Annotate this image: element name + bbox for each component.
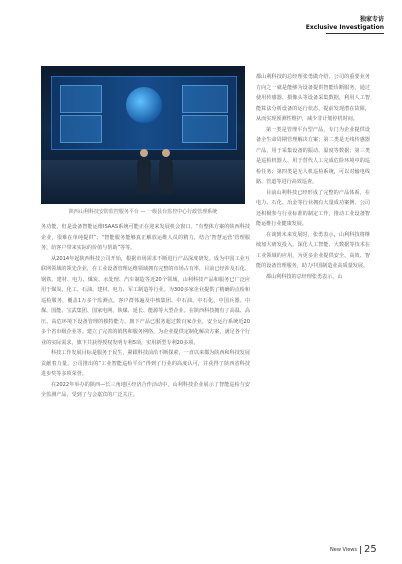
screen-panel bbox=[182, 85, 228, 113]
monitoring-center-photo bbox=[41, 66, 245, 204]
video-wall bbox=[51, 76, 237, 150]
section-header bbox=[306, 16, 384, 34]
page-footer bbox=[330, 544, 377, 555]
paragraph: 在2022年举办的陕西—长三角地区经济合作活动中，山利科技企业展示了智能巡检与安全监测产品，受到了与会嘉宾的广泛关注。 bbox=[41, 381, 250, 398]
right-column bbox=[256, 72, 370, 282]
paragraph: 在谈到未来发展时，张勇表示，山利科技将继续加大研发投入，深化人工智能、大数据等技术在工业领域的应用，为更多企业提供安全、高效、智能的设备管理服务，助力中国制造业高质量发展。 bbox=[256, 231, 370, 269]
section-title-en: Exclusive Investigation bbox=[305, 24, 384, 31]
header-rule bbox=[326, 33, 384, 34]
paragraph: 都山利科技的总经理张勇做介绍，公司的重要业务方向之一就是能够为设备提供智能诊断服务。通过使用传感器、摄像头等设备采集数据，利用人工智能算法分析设备的运行状态，提前发现潜在故障，从而实现预测性维护，减少非计划停机时间。 bbox=[256, 74, 370, 122]
paragraph: 科技工作发展目标是服务于民生，紧跟科技前沿不断探索，一直以来都为陕西和科技发展贡献着力量。公司推出的“工业智能巡检平台”得到了行业的高度认可，并获得了陕西省科技进步奖等多项荣誉。 bbox=[41, 350, 250, 377]
left-column bbox=[41, 222, 250, 401]
paragraph: 目前山利科技已经形成了完整的产品体系，在电力、石化、冶金等行业拥有大量成功案例。公司还积极参与行业标准的制定工作，推动工业设备智能运维行业健康发展。 bbox=[256, 189, 370, 227]
section-title-cn: 独家专访 bbox=[359, 16, 384, 23]
globe-graphic bbox=[126, 87, 162, 123]
page-number: 25 bbox=[363, 544, 377, 555]
paragraph: 务功能，但是设备智能运维ISAAS系统可能正在迎来发展机会窗口。“有整体方案的陕西科技企业，很难在单纯提供”；“智能服务能够真正解放运维人员的精力，结合‘智慧运营’管理服务，给客户带来实际的价值与帮助”等等。 bbox=[41, 224, 250, 251]
paragraph: 第一类是管理平台型产品，专门为企业提供设备全生命周期管理解决方案；第二类是无线传感器产品，用于采集设备的振动、温度等数据；第三类是巡检机器人，用于替代人工完成危险环境中的巡检任务；第四类是无人机巡检系统，可以对输电线路、管道等进行高效巡查。 bbox=[256, 126, 370, 185]
person-figure bbox=[159, 158, 173, 194]
screen-panel bbox=[182, 115, 228, 143]
screen-panel bbox=[60, 85, 102, 113]
paragraph: 从2014年起陕西科技公司开始，根据市场需求不断进行产品深度研发。成为中国工业互联网领域的领先企业，在工业设备管理运维领域拥有完整的市场占有率，目前已经涉及石化、钢铁、建材、电力、煤炭、水处理、汽车制造等近20个领域，山利科技产品和服务已广泛应用于煤炭、化工、石油、建材、电力、军工制造等行业。为300多家企业提供了精确的点检和巡检服务，覆盖1万多个监测点。客户群体遍及中核集团、中石油、中石化、中国兵器、中煤、国能、宝武集团、国家电网、陕煤、延长、能源等大型企业。在陕西科技拥有了高温、高压、高危环境下设备管理的独特能力。旗下产品已服务超过数百家企业，安全运行系统近20多个省市级企业等。建立了完善的销售和服务网络，为企业提供定制化解决方案，满足各个行业的实际需求，旗下共获得授权发明专利5项，实用新型专利20多项。 bbox=[41, 255, 250, 346]
footer-divider bbox=[360, 546, 361, 554]
figure-caption: 陕西山利科技安防监控服务平台 — 一级县台监控中心行政管理系统 bbox=[68, 209, 218, 215]
magazine-name: New Views bbox=[330, 547, 357, 553]
paragraph: 都山利科技的总经理张勇表示，山 bbox=[266, 273, 343, 280]
person-figure bbox=[137, 158, 151, 194]
screen-panel bbox=[60, 115, 102, 143]
